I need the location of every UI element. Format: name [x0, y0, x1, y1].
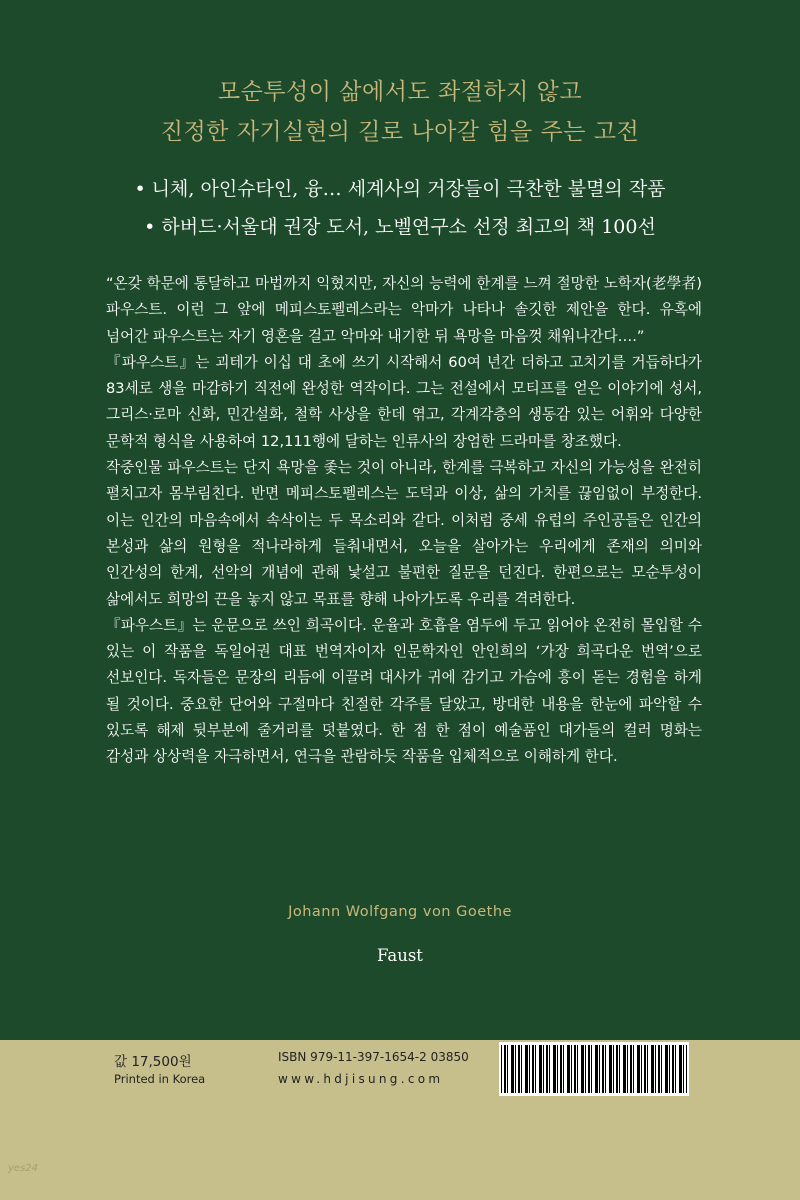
description-paragraph-1: “온갖 학문에 통달하고 마법까지 익혔지만, 자신의 능력에 한계를 느껴 절망한 노학자(老學者) 파우스트. 이런 그 앞에 메피스토펠레스라는 악마가 나타나 솔깃한 제안을 한다. 유혹에 넘어간 파우스트는 자기 영혼을 걸고 악마와 내기한 뒤 욕망을 마음껏 채워나간다….” [106, 275, 702, 345]
description-paragraph-4: 『파우스트』는 운문으로 쓰인 희곡이다. 운율과 호흡을 염두에 두고 읽어야 온전히 몰입할 수 있는 이 작품을 독일어권 대표 번역자이자 인문학자인 안인희의 ‘가장 희곡다운 번역’으로 선보인다. 독자들은 문장의 리듬에 이끌려 대사가 귀에 감기고 가슴에 흥이 돋는 경험을 하게 될 것이다. 중요한 단어와 구절마다 친절한 각주를 달았고, 방대한 내용을 한눈에 파악할 수 있도록 해제 뒷부분에 줄거리를 덧붙였다. 한 점 한 점이 예술품인 대가들의 컬러 명화는 감성과 상상력을 자극하면서, 연극을 관람하듯 작품을 입체적으로 이해하게 한다. [106, 616, 702, 766]
price-label: 값 17,500원 [114, 1054, 192, 1070]
description-paragraph-3: 작중인물 파우스트는 단지 욕망을 좇는 것이 아니라, 한계를 극복하고 자신의 가능성을 완전히 펼치고자 몸부림친다. 반면 메피스토펠레스는 도덕과 이상, 삶의 가치를 끊임없이 부정한다. 이는 인간의 마음속에서 속삭이는 두 목소리와 같다. 이처럼 중세 유럽의 주인공들은 인간의 본성과 삶의 원형을 적나라하게 들춰내면서, 오늘을 살아가는 우리에게 존재의 의미와 인간성의 한계, 선악의 개념에 관해 낯설고 불편한 질문을 던진다. 한편으로는 모순투성이 삶에서도 희망의 끈을 놓지 않고 목표를 향해 나아가도록 우리를 격려한다. [106, 459, 702, 608]
tagline-line-2: 진정한 자기실현의 길로 나아갈 힘을 주는 고전 [160, 119, 640, 145]
description-body [106, 271, 702, 771]
watermark: yes24 [8, 1163, 39, 1174]
highlight-bullet-2: • 하버드·서울대 권장 도서, 노벨연구소 선정 최고의 책 100선 [144, 216, 656, 238]
tagline-line-1: 모순투성이 삶에서도 좌절하지 않고 [217, 79, 583, 105]
barcode [499, 1042, 689, 1096]
barcode-bars [501, 1045, 687, 1093]
book-title: Faust [377, 946, 423, 965]
printed-in-label: Printed in Korea [114, 1072, 206, 1086]
description-paragraph-2: 『파우스트』는 괴테가 이십 대 초에 쓰기 시작해서 60여 년간 더하고 고치기를 거듭하다가 83세로 생을 마감하기 직전에 완성한 역작이다. 그는 전설에서 모티프를 얻은 이야기에 성서, 그리스·로마 신화, 민간설화, 철학 사상을 한데 엮고, 각계각층의 생동감 있는 어휘와 다양한 문학적 형식을 사용하여 12,111행에 달하는 인류사의 장엄한 드라마를 창조했다. [106, 353, 702, 450]
highlight-bullet-1: • 니체, 아인슈타인, 융… 세계사의 거장들이 극찬한 불멸의 작품 [134, 178, 666, 200]
isbn-label: ISBN 979-11-397-1654-2 03850 [278, 1050, 469, 1064]
author-name: Johann Wolfgang von Goethe [288, 904, 512, 920]
publisher-url: www.hdjisung.com [278, 1072, 444, 1086]
